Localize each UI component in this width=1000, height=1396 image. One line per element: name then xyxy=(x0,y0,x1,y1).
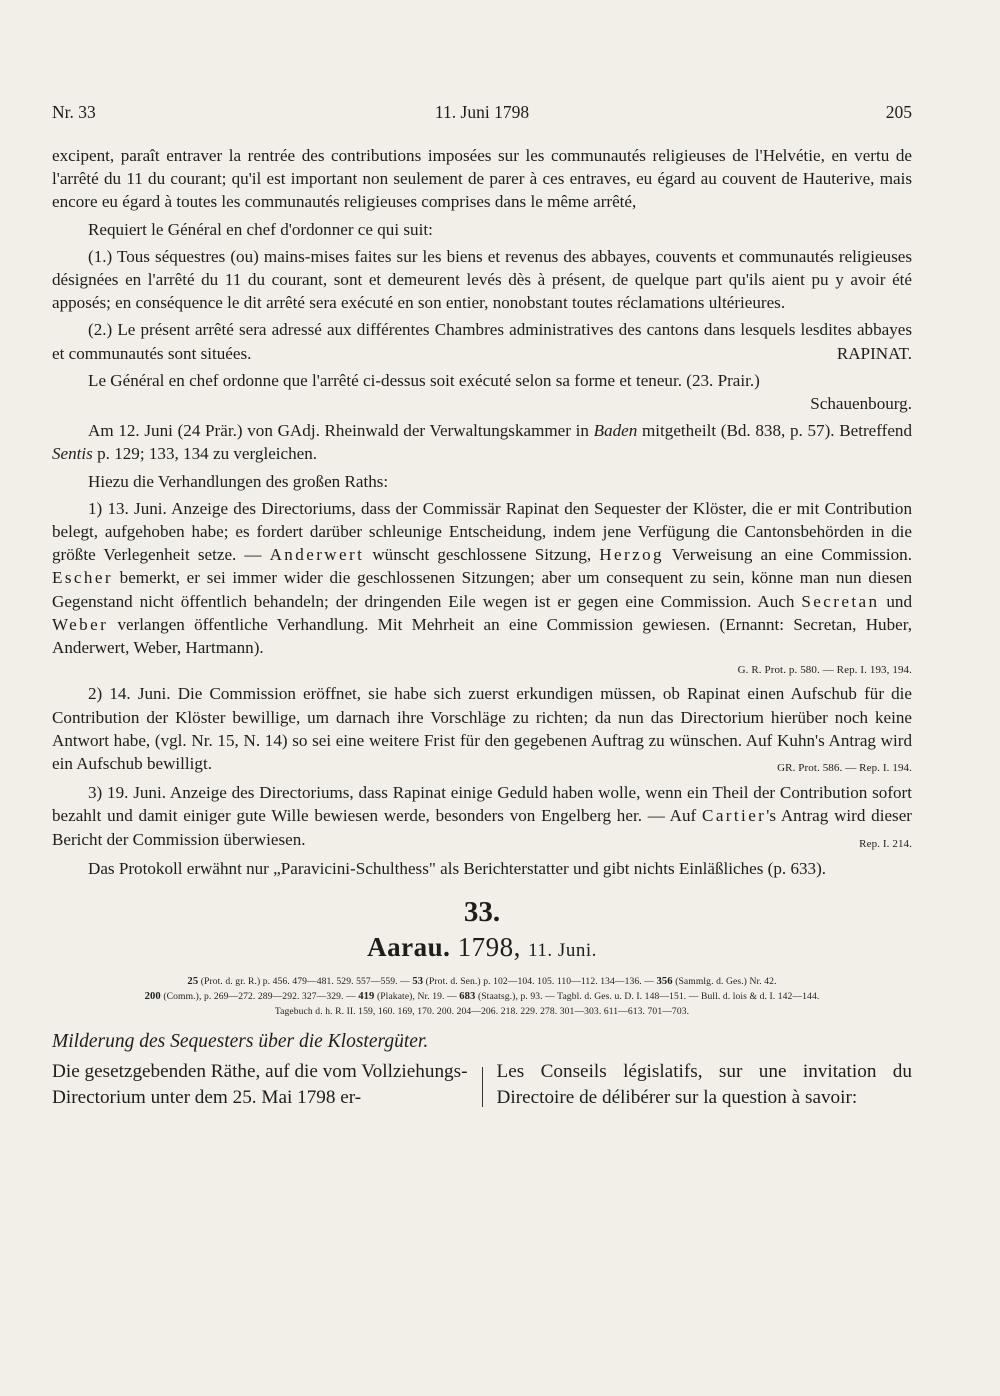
document-date: 11. Juni. xyxy=(528,940,597,962)
document-subject: Milderung des Sequesters über die Klostergüter. xyxy=(52,1031,429,1053)
source-references xyxy=(52,974,912,1019)
reference-volume-number: 419 xyxy=(358,991,375,1003)
reference-gr-prot-580: G. R. Prot. p. 580. — Rep. I. 193, 194. xyxy=(737,664,912,677)
text-run: verlangen öffentliche Verhandlung. Mit Mehrheit an eine Commission gewiesen. (Ernannt: Secretan, Huber, Anderwert, Weber, Hartmann). xyxy=(52,614,912,658)
paragraph-article-1: (1.) Tous séquestres (ou) mains-mises faites sur les biens et revenus des abbayes, couvents et communautés religieuses désignées en l'arrêté du 11 du courant, sont et demeurent levés dès à présent, de quelque part qu'ils aient pu y avoir été apposés; en conséquence le dit arrêté sera exécuté en son entier, nonobstant toutes réclamations ultérieures. xyxy=(52,246,912,313)
spaced-name-cartier: Cartier xyxy=(702,806,767,826)
signature-rapinat: RAPINAT. xyxy=(836,343,912,363)
spaced-name-anderwert: Anderwert xyxy=(269,545,365,565)
italic-sentis: Sentis xyxy=(52,444,93,464)
reference-volume-number: 25 xyxy=(187,976,199,988)
column-french: Les Conseils législatifs, sur une invitation du Directoire de délibérer sur la question à savoir: xyxy=(496,1061,912,1109)
reference-volume-number: 356 xyxy=(656,976,673,988)
reference-rep-214: Rep. I. 214. xyxy=(859,837,912,850)
italic-baden: Baden xyxy=(593,421,638,441)
document-year: 1798, xyxy=(457,932,521,963)
header-issue-number: Nr. 33 xyxy=(52,102,96,122)
text-run: bemerkt, er sei immer wider die geschlossenen Sitzungen; aber um consequent zu sein, könne man nun diesen Gegenstand nicht öffentlich behandeln; der dringenden Eile wegen ist er gegen eine Commission. Auch xyxy=(52,568,912,611)
reference-text: (Staatsg.), p. 93. — Tagbl. d. Ges. u. D. I. 148—151. — Bull. d. lois & d. I. 142—144. xyxy=(475,991,820,1003)
references-line-1 xyxy=(52,974,912,989)
signature-schauenbourg: Schauenbourg. xyxy=(810,394,912,414)
paragraph-excipent: excipent, paraît entraver la rentrée des contributions imposées sur les communautés religieuses de l'Helvétie, en vertu de l'arrêté du 11 du courant; qu'il est important non seulement de parer à ces entraves, eu égard au couvent de Hauterive, mais encore eu égard à toutes les communautés religieuses comprises dans le même arrêté, xyxy=(52,146,912,212)
paragraph-article-2 xyxy=(52,318,912,364)
text-run: 3) 19. Juni. Anzeige des Directoriums, dass Rapinat einige Geduld haben wolle, wenn ein Theil der Contribution sofort bezahlt und damit einiger gute Wille bewiesen werde, besonders von Engelberg her. — Auf xyxy=(52,783,912,826)
paragraph-general-order: Le Général en chef ordonne que l'arrêté ci-dessus soit exécuté selon sa forme et teneur. (23. Prair.) xyxy=(88,370,760,390)
document-heading xyxy=(52,894,912,968)
text-run: Am 12. Juni (24 Prär.) von GAdj. Rheinwald der Verwaltungskammer in xyxy=(88,421,594,441)
article-2-text: (2.) Le présent arrêté sera adressé aux différentes Chambres administratives des cantons dans lesquels lesdites abbayes et communautés sont situées. xyxy=(52,320,912,363)
paragraph-protokoll: Das Protokoll erwähnt nur „Paravicini-Schulthess" als Berichterstatter und gibt nichts Einläßliches (p. 633). xyxy=(88,858,827,878)
page-number: 205 xyxy=(885,102,912,122)
spaced-name-weber: Weber xyxy=(52,614,109,634)
header-date: 11. Juni 1798 xyxy=(434,102,530,122)
paragraph-hiezu: Hiezu die Verhandlungen des großen Raths: xyxy=(88,471,389,491)
running-header xyxy=(52,102,912,130)
reference-volume-number: 200 xyxy=(144,991,161,1003)
reference-text: (Prot. d. Sen.) p. 102—104. 105. 110—112. 134—136. — xyxy=(423,976,657,988)
spaced-name-secretan: Secretan xyxy=(801,591,880,611)
page-body xyxy=(52,144,912,1111)
references-line-2 xyxy=(52,989,912,1004)
text-run: 's Antrag wird dieser Bericht der Commission überwiesen. xyxy=(52,806,912,849)
spaced-name-herzog: Herzog xyxy=(599,545,664,565)
text-run: 1) 13. Juni. Anzeige des Directoriums, dass der Commissär Rapinat den Sequester der Klöster, die er mit Contribution belegt, aufgehoben habe; es fordert darüber schleunige Entscheidung, indem jene Verfügung die Cantonsbehörden in die größte Verlegenheit setze. — xyxy=(52,498,912,565)
paragraph-session-13-juni xyxy=(52,497,912,659)
text-run: 2) 14. Juni. Die Commission eröffnet, sie habe sich zuerst erkundigen müssen, ob Rapinat einen Aufschub für die Contribution der Klöster bewillige, um darnach ihre Vorschläge zu richten; da nun das Directorium hierüber noch keine Antwort habe, (vgl. Nr. 15, N. 14) so sei eine weitere Frist für den gegebenen Auftrag zu wünschen. Auf Kuhn's Antrag wird ein Aufschub bewilligt. xyxy=(52,684,912,774)
reference-text: (Comm.), p. 269—272. 289—292. 327—329. — xyxy=(160,991,359,1003)
reference-volume-number: 683 xyxy=(459,991,476,1003)
reference-gr-prot-586: GR. Prot. 586. — Rep. I. 194. xyxy=(777,762,912,775)
document-place: Aarau. xyxy=(367,932,451,963)
spaced-name-escher: Escher xyxy=(52,568,113,588)
reference-text: (Plakate), Nr. 19. — xyxy=(374,991,460,1003)
text-run: und xyxy=(879,591,913,611)
text-run: Verweisung an eine Commission. xyxy=(664,545,912,565)
reference-text: (Prot. d. gr. R.) p. 456. 479—481. 529. 557—559. — xyxy=(198,976,413,988)
text-run: wünscht geschlossene Sitzung, xyxy=(364,545,600,565)
references-line-3: Tagebuch d. h. R. II. 159, 160. 169, 170. 200. 204—206. 218. 229. 278. 301—303. 611—613. 701—703. xyxy=(274,1006,690,1018)
paragraph-session-14-juni xyxy=(52,682,912,775)
reference-volume-number: 53 xyxy=(412,976,424,988)
reference-text: (Sammlg. d. Ges.) Nr. 42. xyxy=(672,976,777,988)
bilingual-columns xyxy=(52,1059,912,1111)
text-run: p. 129; 133, 134 zu vergleichen. xyxy=(92,444,318,464)
column-german: Die gesetzgebenden Räthe, auf die vom Vollziehungs-Directorium unter dem 25. Mai 1798 er- xyxy=(52,1061,468,1109)
paragraph-requiert: Requiert le Général en chef d'ordonner ce qui suit: xyxy=(88,219,433,239)
paragraph-mitgetheilt xyxy=(52,419,912,465)
document-number: 33. xyxy=(463,896,501,929)
document-title xyxy=(52,930,912,968)
paragraph-session-19-juni xyxy=(52,781,912,851)
text-run: mitgetheilt (Bd. 838, p. 57). Betreffend xyxy=(637,421,913,441)
